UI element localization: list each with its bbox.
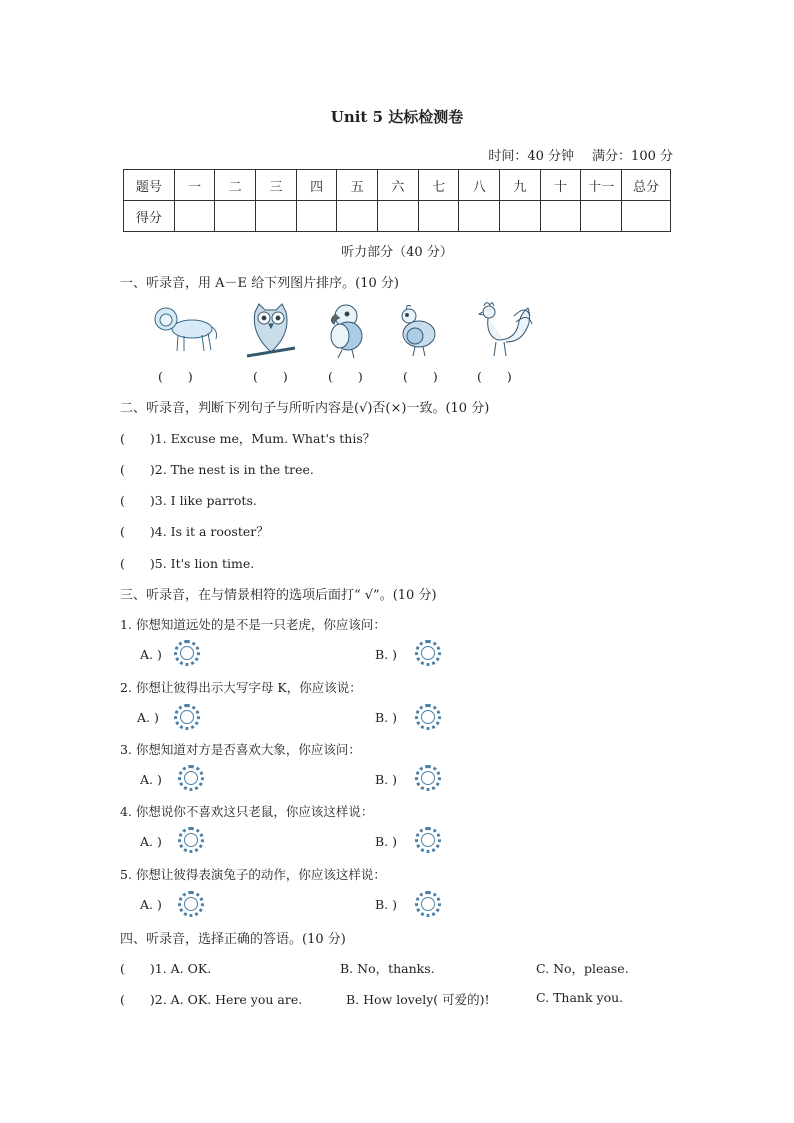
header-cell: 十 xyxy=(540,170,581,201)
owl-icon xyxy=(243,300,298,360)
order-blank-2[interactable]: ( ) xyxy=(253,369,288,384)
header-cell: 五 xyxy=(337,170,378,201)
option-b-label: B. ) xyxy=(375,897,398,912)
header-cell: 一 xyxy=(174,170,215,201)
score-cell[interactable] xyxy=(581,201,622,232)
score-cell[interactable] xyxy=(459,201,500,232)
judge-item-1: ( )1. Excuse me，Mum. What's this？ xyxy=(120,431,376,446)
scenario-question-5: 5. 你想让彼得表演兔子的动作，你应该这样说： xyxy=(120,867,386,882)
order-blank-5[interactable]: ( ) xyxy=(477,369,512,384)
score-row-label: 得分 xyxy=(124,201,175,232)
header-cell: 六 xyxy=(378,170,419,201)
option-a-label: A. ) xyxy=(140,647,162,662)
listen-ring-icon[interactable] xyxy=(415,704,441,730)
option-a-label: A. ) xyxy=(140,834,162,849)
header-cell: 九 xyxy=(500,170,541,201)
score-cell[interactable] xyxy=(337,201,378,232)
header-cell: 总分 xyxy=(622,170,671,201)
option-a-label: A. ) xyxy=(140,772,162,787)
listen-ring-icon[interactable] xyxy=(178,891,204,917)
header-cell: 四 xyxy=(296,170,337,201)
option-a-label: A. ) xyxy=(140,897,162,912)
header-cell: 八 xyxy=(459,170,500,201)
score-cell[interactable] xyxy=(378,201,419,232)
full-score: 满分：100 分 xyxy=(592,149,673,164)
answer-item-2-a: ( )2. A. OK. Here you are. xyxy=(120,992,303,1007)
listen-ring-icon[interactable] xyxy=(415,891,441,917)
header-cell: 三 xyxy=(256,170,297,201)
score-table xyxy=(123,169,671,232)
header-cell: 题号 xyxy=(124,170,175,201)
score-cell[interactable] xyxy=(215,201,256,232)
score-cell[interactable] xyxy=(418,201,459,232)
lion-icon xyxy=(150,303,220,355)
score-cell[interactable] xyxy=(500,201,541,232)
score-cell[interactable] xyxy=(296,201,337,232)
listen-ring-icon[interactable] xyxy=(415,765,441,791)
order-blank-3[interactable]: ( ) xyxy=(328,369,363,384)
listen-ring-icon[interactable] xyxy=(174,704,200,730)
parrot-icon xyxy=(316,300,371,360)
judge-item-2: ( )2. The nest is in the tree. xyxy=(120,462,314,477)
header-cell: 二 xyxy=(215,170,256,201)
time-limit: 时间：40 分钟 xyxy=(488,149,575,164)
option-b-label: B. ) xyxy=(375,647,398,662)
answer-item-1-c: C. No，please. xyxy=(536,961,629,976)
section4-title: 四、听录音，选择正确的答语。(10 分) xyxy=(120,932,346,947)
scenario-question-1: 1. 你想知道远处的是不是一只老虎，你应该问： xyxy=(120,617,386,632)
rooster-icon xyxy=(470,300,535,360)
score-cell[interactable] xyxy=(174,201,215,232)
option-b-label: B. ) xyxy=(375,772,398,787)
scenario-question-3: 3. 你想知道对方是否喜欢大象，你应该问： xyxy=(120,742,361,757)
answer-item-2-b: B. How lovely( 可爱的)! xyxy=(346,992,490,1007)
listen-ring-icon[interactable] xyxy=(178,827,204,853)
option-b-label: B. ) xyxy=(375,834,398,849)
score-cell[interactable] xyxy=(622,201,671,232)
exam-meta xyxy=(488,145,673,164)
scenario-question-2: 2. 你想让彼得出示大写字母 K，你应该说： xyxy=(120,680,362,695)
answer-item-1-a: ( )1. A. OK. xyxy=(120,961,212,976)
score-cell[interactable] xyxy=(256,201,297,232)
order-blank-4[interactable]: ( ) xyxy=(403,369,438,384)
score-cell[interactable] xyxy=(540,201,581,232)
answer-item-2-c: C. Thank you. xyxy=(536,990,624,1005)
listen-ring-icon[interactable] xyxy=(415,827,441,853)
header-cell: 七 xyxy=(418,170,459,201)
score-table-score-row xyxy=(124,201,671,232)
answer-item-1-b: B. No，thanks. xyxy=(340,961,435,976)
order-blank-1[interactable]: ( ) xyxy=(158,369,193,384)
option-b-label: B. ) xyxy=(375,710,398,725)
score-table-header-row xyxy=(124,170,671,201)
section2-title: 二、听录音，判断下列句子与所听内容是(√)否(×)一致。(10 分) xyxy=(120,401,490,416)
listen-ring-icon[interactable] xyxy=(174,640,200,666)
page-title: Unit 5 达标检测卷 xyxy=(330,108,464,126)
judge-item-3: ( )3. I like parrots. xyxy=(120,493,257,508)
scenario-question-4: 4. 你想说你不喜欢这只老鼠，你应该这样说： xyxy=(120,804,374,819)
listening-heading: 听力部分（40 分） xyxy=(341,245,453,260)
listen-ring-icon[interactable] xyxy=(178,765,204,791)
judge-item-4: ( )4. Is it a rooster？ xyxy=(120,524,269,539)
listen-ring-icon[interactable] xyxy=(415,640,441,666)
option-a-label: A. ) xyxy=(137,710,159,725)
header-cell: 十一 xyxy=(581,170,622,201)
quail-icon xyxy=(393,304,443,360)
section3-title: 三、听录音，在与情景相符的选项后面打“ √”。(10 分) xyxy=(120,588,437,603)
judge-item-5: ( )5. It's lion time. xyxy=(120,556,255,571)
section1-title: 一、听录音，用 A－E 给下列图片排序。(10 分) xyxy=(120,276,399,291)
